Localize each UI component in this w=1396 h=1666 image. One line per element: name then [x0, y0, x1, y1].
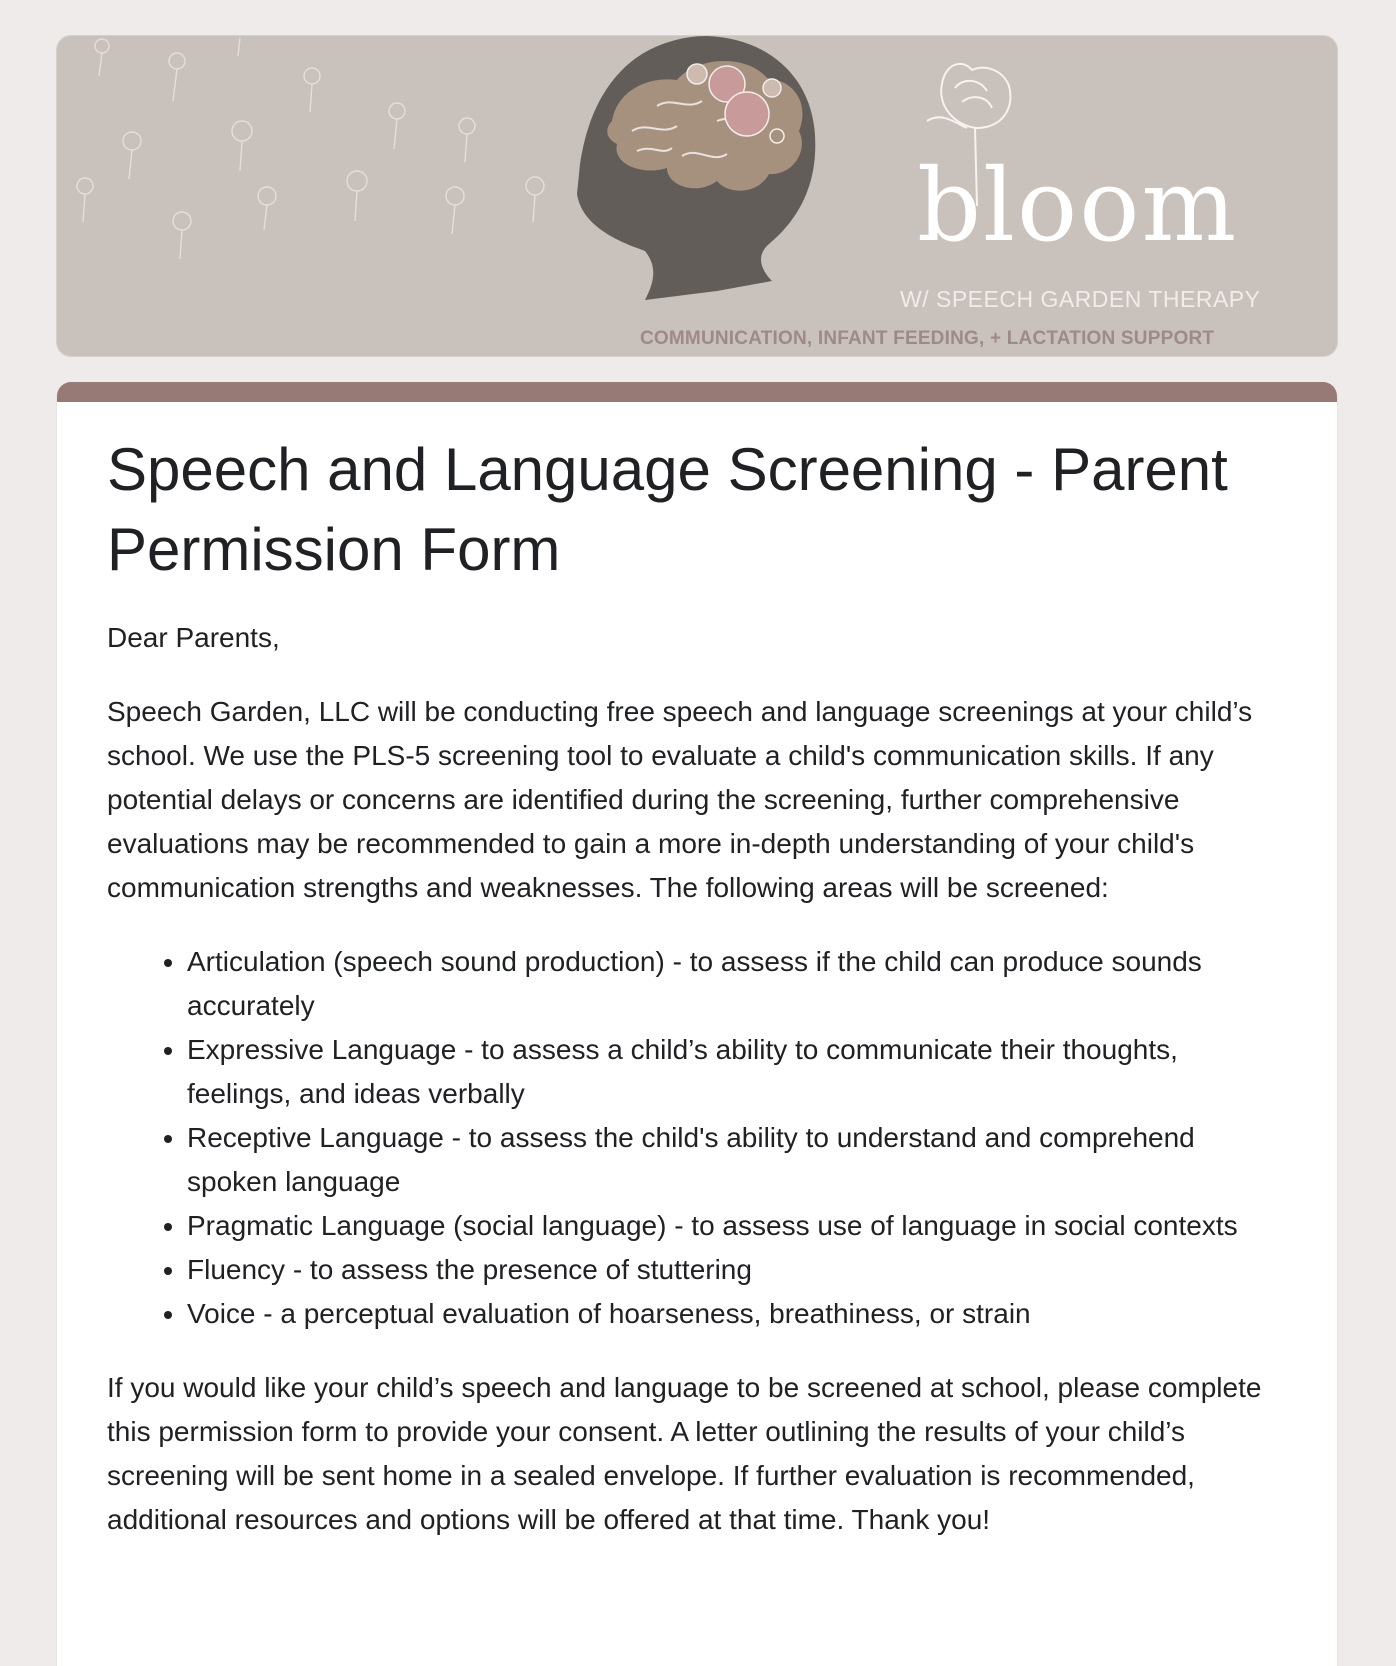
brand-tagline: COMMUNICATION, INFANT FEEDING, + LACTATION SUPPORT	[640, 328, 1215, 349]
brand-logo-word: bloom	[917, 147, 1239, 264]
list-item: • Expressive Language - to assess a child’s ability to communicate their thoughts, feelings, and ideas verbally	[187, 1028, 1289, 1116]
greeting-text: Dear Parents,	[107, 622, 280, 653]
form-header-card	[57, 382, 1337, 1666]
dandelion-icon	[77, 38, 544, 259]
card-content	[57, 402, 1337, 1542]
screening-areas-list	[107, 940, 1289, 1336]
header-banner	[57, 36, 1337, 356]
list-item: • Articulation (speech sound production) - to assess if the child can produce sounds accurately	[187, 940, 1289, 1028]
page-title: Speech and Language Screening - Parent Permission Form	[107, 436, 1228, 583]
closing-paragraph: If you would like your child’s speech and language to be screened at school, please complete this permission form to provide your consent. A letter outlining the results of your child’s screening will be sent home in a sealed envelope. If further evaluation is recommended, additional resources and options will be offered at that time. Thank you!	[107, 1372, 1262, 1535]
card-accent-bar	[57, 382, 1337, 402]
list-item: • Fluency - to assess the presence of stuttering	[187, 1248, 1289, 1292]
list-item: • Receptive Language - to assess the child's ability to understand and comprehend spoken language	[187, 1116, 1289, 1204]
brand-subtitle: W/ SPEECH GARDEN THERAPY	[900, 286, 1261, 312]
list-item: • Voice - a perceptual evaluation of hoarseness, breathiness, or strain	[187, 1292, 1289, 1336]
intro-paragraph: Speech Garden, LLC will be conducting free speech and language screenings at your child’s school. We use the PLS-5 screening tool to evaluate a child's communication skills. If any potential delays or concerns are identified during the screening, further comprehensive evaluations may be recommended to gain a more in-depth understanding of your child's communication strengths and weaknesses. The following areas will be screened:	[107, 696, 1253, 903]
list-item: • Pragmatic Language (social language) - to assess use of language in social contexts	[187, 1204, 1289, 1248]
